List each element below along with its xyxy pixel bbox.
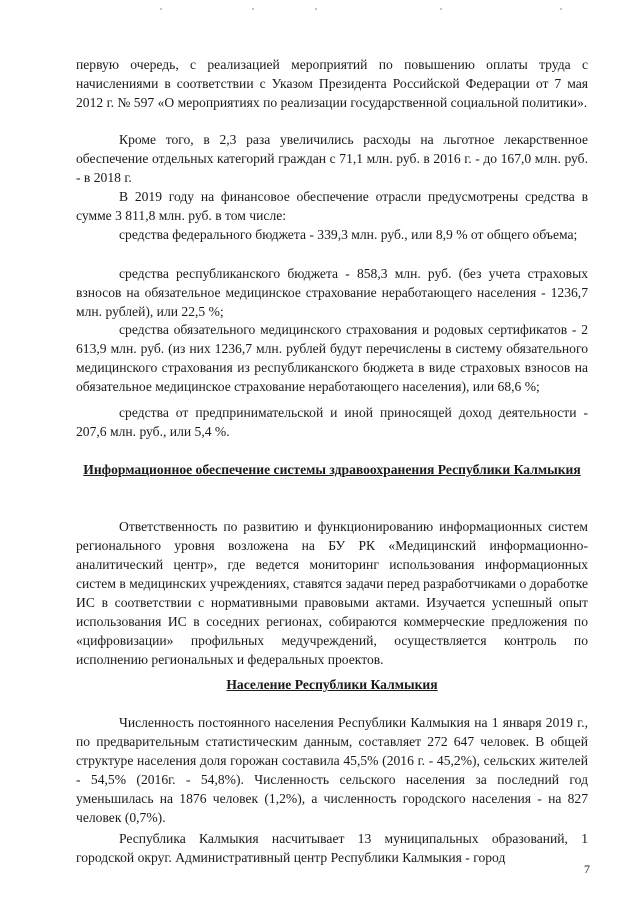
paragraph-oms-funds: средства обязательного медицинского страхования и родовых сертификатов - 2 613,9 млн. руб. (из них 1236,7 млн. рублей будут перечислены в систему обязательного медицинского страхования из республиканского бюджета в виде страховых взносов на обязательное медицинское страхование неработающего населения), или 68,6 %; — [76, 322, 588, 394]
heading-population: Население Республики Калмыкия — [226, 677, 438, 692]
paragraph-information-systems: Ответственность по развитию и функционированию информационных систем регионального уровня возложена на БУ РК «Медицинский информационно-аналитический центр», где ведется мониторинг использования информационных систем в медицинских учреждениях, ставятся задачи перед разработчиками о доработке ИС в соответствии с нормативными правовыми актами. Изучается успешный опыт использования ИС в соседних регионах, собираются коммерческие предложения по «цифровизации» профильных медучреждений, осуществляется контроль по исполнению региональных и федеральных проектов. — [76, 519, 588, 667]
scan-speck — [560, 8, 562, 10]
paragraph-republican-budget: средства республиканского бюджета - 858,3 млн. руб. (без учета страховых взносов на обязательное медицинское страхование неработающего населения - 1236,7 млн. рублей), или 22,5 %; — [76, 266, 588, 319]
paragraph-decree-reference: первую очередь, с реализацией мероприятий по повышению оплаты труда с начислениями в соответствии с Указом Президента Российской Федерации от 7 мая 2012 г. № 597 «О мероприятиях по реализации государственной социальной политики». — [76, 57, 588, 110]
paragraph-business-income: средства от предпринимательской и иной приносящей доход деятельности - 207,6 млн. руб., или 5,4 %. — [76, 405, 588, 439]
scan-speck — [440, 8, 442, 10]
scan-speck — [252, 8, 254, 10]
paragraph-federal-budget: средства федерального бюджета - 339,3 млн. руб., или 8,9 % от общего объема; — [119, 227, 578, 242]
paragraph-population-count: Численность постоянного населения Республики Калмыкия на 1 января 2019 г., по предварительным статистическим данным, составляет 272 647 человек. В общей структуре населения доля горожан составила 45,5% (2016 г. - 45,2%), сельских жителей - 54,5% (2016г. - 54,8%). Численность сельского населения за последний год уменьшилась на 1876 человек (1,2%), а численность городского населения - на 827 человек (0,7%). — [76, 715, 588, 825]
scan-speck — [160, 8, 162, 10]
paragraph-drug-expenses: Кроме того, в 2,3 раза увеличились расходы на льготное лекарственное обеспечение отдельных категорий граждан с 71,1 млн. руб. в 2016 г. - до 167,0 млн. руб. - в 2018 г. — [76, 132, 588, 185]
paragraph-municipalities: Республика Калмыкия насчитывает 13 муниципальных образований, 1 городской округ. Административный центр Республики Калмыкия - город — [76, 831, 588, 865]
heading-information-support: Информационное обеспечение системы здравоохранения Республики Калмыкия — [83, 462, 581, 477]
scan-speck — [315, 8, 317, 10]
paragraph-funding-total: В 2019 году на финансовое обеспечение отрасли предусмотрены средства в сумме 3 811,8 млн. руб. в том числе: — [76, 189, 588, 223]
page-number: 7 — [584, 862, 590, 876]
